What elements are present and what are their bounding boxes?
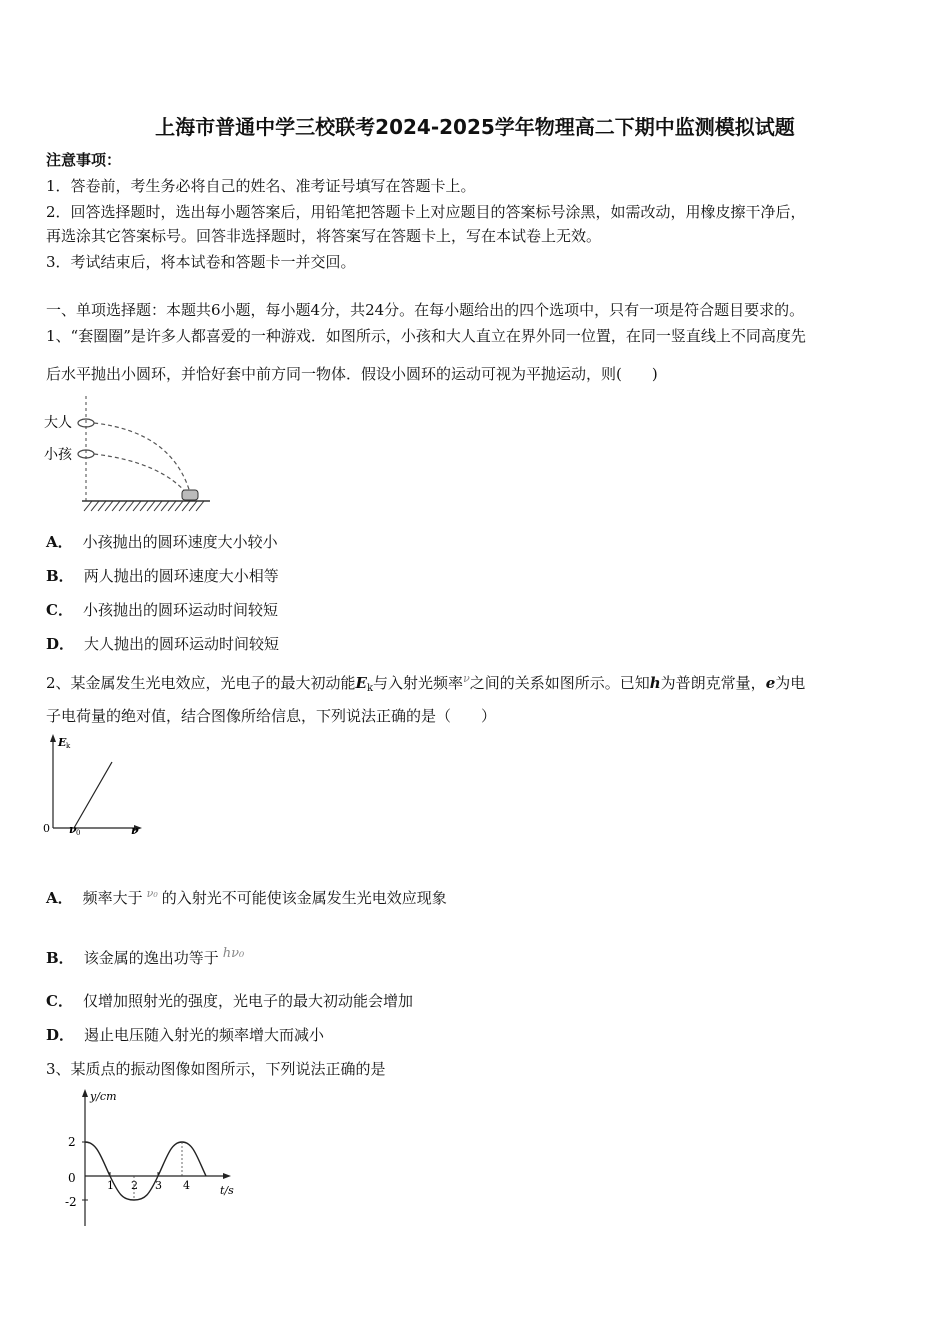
q1-option-c-text: 小孩抛出的圆环运动时间较短 [82,601,278,619]
q2-option-b-letter: B． [46,949,74,967]
q1-stem-line-1: 1、“套圈圈”是许多人都喜爱的一种游戏．如图所示，小孩和大人直立在界外同一位置，在同一竖直线上不同高度先 [46,327,806,345]
q2-stem-part-f: 为电 [775,674,806,692]
page-title: 上海市普通中学三校联考2024-2025学年物理高二下期中监测模拟试题 [155,115,795,139]
q3-t-arrow [223,1173,231,1179]
q2-option-a-text-2: 的入射光不可能使该金属发生光电效应现象 [161,889,447,907]
q1-child-path [94,454,189,496]
q3-t-tick-label-1: 1 [107,1179,114,1192]
q3-y-label: y/cm [90,1090,117,1103]
q3-t-tick-label-2: 2 [131,1179,138,1192]
q2-option-b[interactable] [46,944,244,968]
q1-option-b[interactable] [46,566,279,586]
q1-option-a-letter: A． [46,533,73,551]
q1-option-c[interactable] [46,600,278,620]
q2-option-c[interactable] [46,991,413,1011]
q2-symbol-ek-sub: k [366,683,374,694]
q2-x-label: ν [131,824,139,837]
q1-option-d-text: 大人抛出的圆环运动时间较短 [84,635,280,653]
q3-y-arrow [82,1089,88,1097]
q1-adult-path [94,423,191,496]
q1-ground-hatching [84,501,204,511]
q2-ek-graph [40,732,150,840]
notice-item-3: 3．考试结束后，将本试卷和答题卡一并交回。 [46,253,356,271]
q3-stem: 3、某质点的振动图像如图所示，下列说法正确的是 [46,1060,386,1078]
q1-stem-line-2: 后水平抛出小圆环，并恰好套中前方同一物体．假设小圆环的运动可视为平抛运动，则( ) [46,365,658,383]
q3-t-tick-label-4: 4 [183,1179,190,1192]
q1-target-object [182,490,198,500]
q2-y-arrow [50,734,56,742]
notice-heading: 注意事项： [46,151,122,169]
q2-x-mark: ν [69,823,77,836]
q2-y-label: E [58,736,67,749]
q2-stem-line-1 [46,669,805,699]
q2-y-label-sub: k [66,742,71,750]
q2-option-d[interactable] [46,1025,324,1045]
notice-item-1: 1．答卷前，考生务必将自己的姓名、准考证号填写在答题卡上。 [46,177,476,195]
q2-ek-line [74,762,112,828]
q1-figure [44,392,214,514]
q2-symbol-nu: ν [463,672,470,685]
q1-option-b-text: 两人抛出的圆环速度大小相等 [83,567,279,585]
q2-option-b-text: 该金属的逸出功等于 [83,949,219,967]
q1-label-child: 小孩 [44,447,72,463]
notice-item-2-line-2: 再选涂其它答案标号。回答非选择题时，将答案写在答题卡上，写在本试卷上无效。 [46,227,602,245]
q2-symbol-h: h [649,674,661,692]
q1-option-d-letter: D． [46,635,75,653]
q2-stem-part-c: 之间的关系如图所示。已知 [469,674,650,692]
q3-vibration-graph [60,1086,240,1232]
q1-label-adult: 大人 [44,415,72,431]
q2-option-a[interactable] [46,884,447,908]
q2-origin-label: 0 [43,822,50,835]
q1-option-a-text: 小孩抛出的圆环速度大小较小 [82,533,278,551]
q2-symbol-e: e [765,674,776,692]
notice-item-2-line-1: 2．回答选择题时，选出每小题答案后，用铅笔把答题卡上对应题目的答案标号涂黑，如需改动，用橡皮擦干净后， [46,203,806,221]
q1-option-a[interactable] [46,532,278,552]
q2-stem-part-d: 为普朗克常量， [660,674,766,692]
section-heading: 一、单项选择题：本题共6小题，每小题4分，共24分。在每小题给出的四个选项中，只有一项是符合题目要求的。 [46,301,805,319]
q2-option-d-text: 遏止电压随入射光的频率增大而减小 [84,1026,325,1044]
q2-option-c-letter: C． [46,992,73,1010]
q3-t-tick-label-3: 3 [155,1179,162,1192]
q2-x-mark-sub: 0 [76,829,81,837]
q2-option-d-letter: D． [46,1026,75,1044]
q3-t-label: t/s [220,1184,234,1197]
q2-option-c-text: 仅增加照射光的强度，光电子的最大初动能会增加 [82,992,413,1010]
q2-option-a-letter: A． [46,889,73,907]
q2-symbol-ek: E [355,674,367,692]
q1-option-d[interactable] [46,634,279,654]
q2-stem-line-2: 子电荷量的绝对值，结合图像所给信息，下列说法正确的是（ ） [46,707,497,725]
q3-y-tick-label-neg2: -2 [65,1195,77,1209]
q1-option-c-letter: C． [46,601,73,619]
q2-option-b-symbol: hν₀ [222,946,245,961]
q2-stem-part-b: 与入射光频率 [373,674,464,692]
q1-option-b-letter: B． [46,567,74,585]
q2-stem-part-a: 2、某金属发生光电效应，光电子的最大初动能 [46,674,356,692]
q2-option-a-symbol: ν₀ [146,887,158,900]
q2-option-a-text-1: 频率大于 [82,889,143,907]
q3-y-tick-label-2: 2 [68,1135,76,1149]
q3-y-tick-label-0: 0 [68,1171,76,1185]
